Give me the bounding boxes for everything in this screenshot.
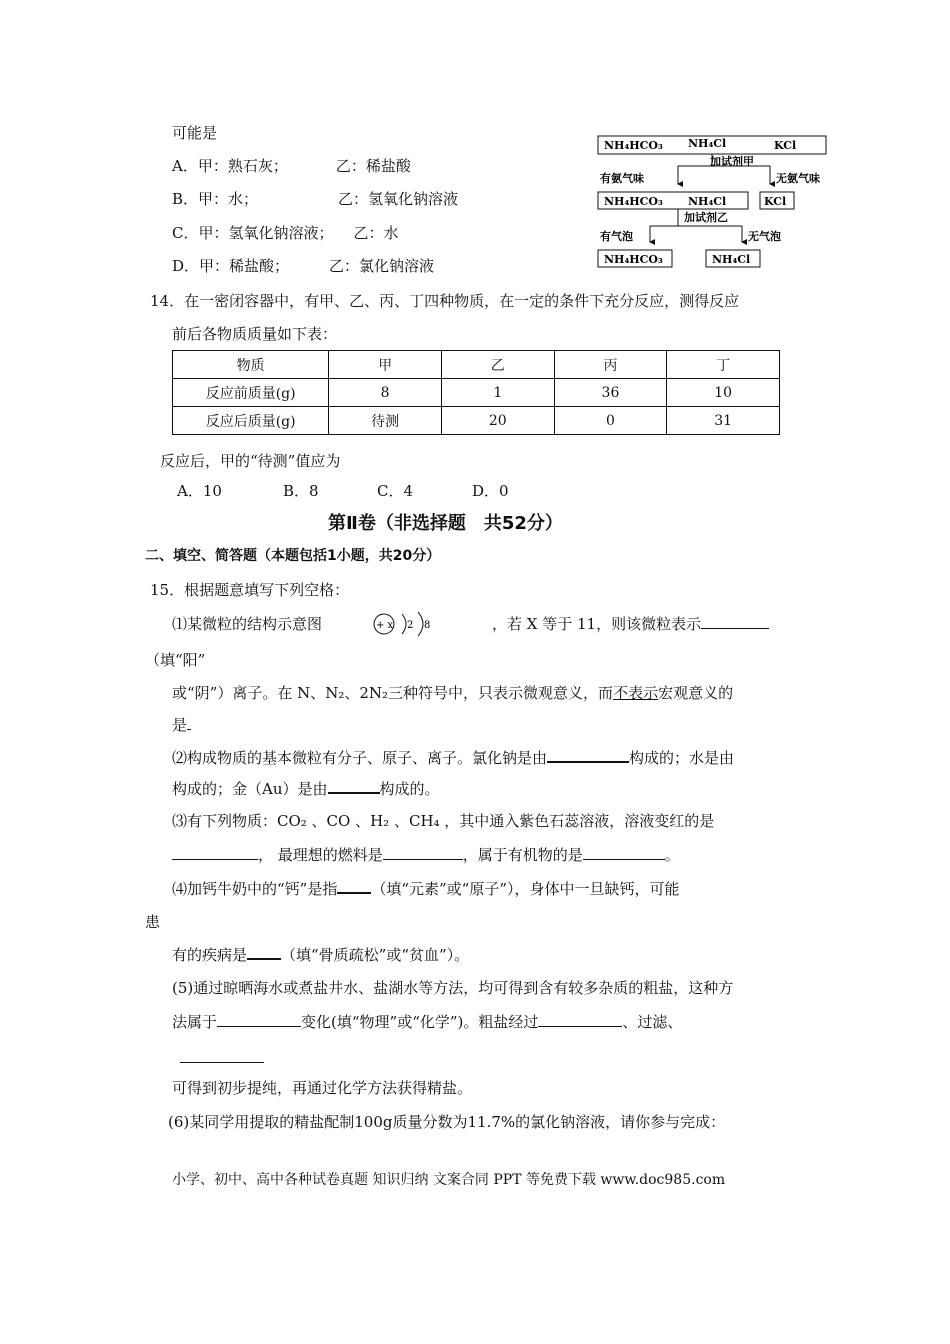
atom-shell-2: 8 (424, 620, 431, 631)
atom-shell-1: 2 (407, 620, 414, 631)
mass-table (172, 350, 780, 435)
answer-blank[interactable] (247, 944, 281, 960)
answer-blank[interactable] (538, 1012, 622, 1027)
q15-part1-fill-hint: （填“阳” (145, 651, 206, 669)
table-cell: 1 (441, 379, 554, 407)
flow-mid-item-2: NH₄Cl (688, 195, 727, 208)
table-cell: 20 (441, 407, 554, 435)
q15-part4-line2: 有的疾病是 （填“骨质疏松”或“贫血”）。 (172, 946, 470, 964)
q15-part6: (6)某同学用提取的精盐配制100g质量分数为11.7%的氯化钠溶液，请你参与完成： (168, 1113, 726, 1131)
flow-kcl: KCl (764, 195, 787, 208)
q14-option-b: B．8 (283, 482, 319, 500)
part2-title: 第Ⅱ卷（非选择题 共52分） (328, 513, 563, 534)
q15-part1-line2: 或“阴”）离子。在 N、N₂、2N₂三种符号中，只表示微观意义，而不表示宏观意义的 (172, 684, 734, 702)
q15-part4-wrap: 患 (145, 913, 161, 931)
q15-part4-line1: ⑷加钙牛奶中的“钙”是指 （填“元素”或“原子”），身体中一旦缺钙，可能 (172, 880, 680, 898)
q13-option-b: B．甲：水； 乙：氢氧化钠溶液 (172, 190, 459, 208)
flow-reagent-2: 加试剂乙 (684, 211, 728, 224)
q14-option-c: C．4 (377, 482, 414, 500)
q14-line-1: 14．在一密闭容器中，有甲、乙、丙、丁四种物质，在一定的条件下充分反应，测得反应 (150, 292, 740, 310)
table-header-row (173, 351, 780, 379)
q15-part3-line2: ， 最理想的燃料是 ，属于有机物的是 。 (172, 845, 680, 865)
q15-part1-line3: 是 (172, 715, 191, 735)
page-footer: 小学、初中、高中各种试卷真题 知识归纳 文案合同 PPT 等免费下载 www.doc985.com (172, 1172, 726, 1188)
q15-stem: 15．根据题意填写下列空格： (150, 581, 350, 599)
q13-stem-end: 可能是 (172, 124, 218, 142)
flow-bottom-right: NH₄Cl (712, 253, 751, 266)
flow-top-item-3: KCl (774, 139, 797, 152)
answer-blank[interactable] (187, 715, 191, 730)
table-header: 物质 (173, 351, 329, 379)
table-header: 乙 (441, 351, 554, 379)
table-cell: 反应后质量(g) (173, 407, 329, 435)
table-header: 甲 (329, 351, 442, 379)
q13-option-a: A．甲：熟石灰； 乙：稀盐酸 (172, 157, 411, 175)
flow-reagent-1: 加试剂甲 (710, 155, 754, 168)
flow-left-2: 有气泡 (600, 230, 633, 243)
answer-blank[interactable] (701, 614, 769, 629)
answer-blank[interactable] (172, 845, 258, 860)
section2-title: 二、填空、简答题（本题包括1小题，共20分） (145, 548, 441, 564)
flow-top-item-2: NH₄Cl (688, 137, 727, 150)
table-cell: 31 (667, 407, 780, 435)
q14-option-a: A．10 (177, 482, 222, 500)
table-header: 丙 (554, 351, 667, 379)
table-header: 丁 (667, 351, 780, 379)
flow-top-item-1: NH₄HCO₃ (604, 139, 663, 152)
table-cell: 反应前质量(g) (173, 379, 329, 407)
q15-part1-line1b: ，若 X 等于 11，则该微粒表示 (492, 614, 769, 634)
q13-option-d: D．甲：稀盐酸； 乙：氯化钠溶液 (172, 257, 435, 275)
identification-flowchart (592, 126, 842, 274)
answer-blank[interactable] (583, 845, 665, 860)
answer-blank[interactable] (383, 845, 463, 860)
q15-part5-line1: (5)通过晾晒海水或煮盐井水、盐湖水等方法，均可得到含有较多杂质的粗盐，这种方 (172, 979, 734, 997)
q15-part2-line1: ⑵构成物质的基本微粒有分子、原子、离子。氯化钠是由 构成的；水是由 (172, 749, 735, 767)
flow-bottom-left: NH₄HCO₃ (604, 253, 663, 266)
q14-option-d: D．0 (472, 482, 509, 500)
flow-mid-item-1: NH₄HCO₃ (604, 195, 663, 208)
table-cell: 8 (329, 379, 442, 407)
answer-blank[interactable] (547, 747, 629, 763)
flow-right-1: 无氨气味 (776, 172, 820, 185)
table-cell: 36 (554, 379, 667, 407)
atom-structure-diagram (368, 610, 448, 638)
answer-blank[interactable] (337, 878, 371, 894)
atom-nucleus: + x (376, 620, 394, 631)
answer-blank[interactable] (180, 1048, 264, 1063)
q15-part2-line2: 构成的；金（Au）是由 构成的。 (172, 780, 440, 798)
q15-part1-line1: ⑴某微粒的结构示意图 (172, 615, 323, 633)
table-cell: 0 (554, 407, 667, 435)
flow-right-2: 无气泡 (748, 230, 781, 243)
table-row (173, 379, 780, 407)
q14-line-2: 前后各物质质量如下表： (172, 325, 338, 343)
q14-question: 反应后，甲的“待测”值应为 (160, 452, 341, 470)
answer-blank[interactable] (328, 778, 380, 794)
flow-left-1: 有氨气味 (600, 172, 644, 185)
q15-part5-line3 (180, 1048, 264, 1068)
table-cell: 10 (667, 379, 780, 407)
q15-part3-line1: ⑶有下列物质：CO₂ 、CO 、H₂ 、CH₄ ，其中通入紫色石蕊溶液，溶液变红的是 (172, 812, 715, 830)
table-row (173, 407, 780, 435)
answer-blank[interactable] (217, 1012, 301, 1027)
table-cell: 待测 (329, 407, 442, 435)
q15-part5-line4: 可得到初步提纯，再通过化学方法获得精盐。 (172, 1079, 473, 1097)
q15-part5-line2: 法属于 变化(填“物理”或“化学”)。粗盐经过 、过滤、 (172, 1013, 683, 1031)
q13-option-c: C．甲：氢氧化钠溶液； 乙：水 (172, 224, 399, 242)
